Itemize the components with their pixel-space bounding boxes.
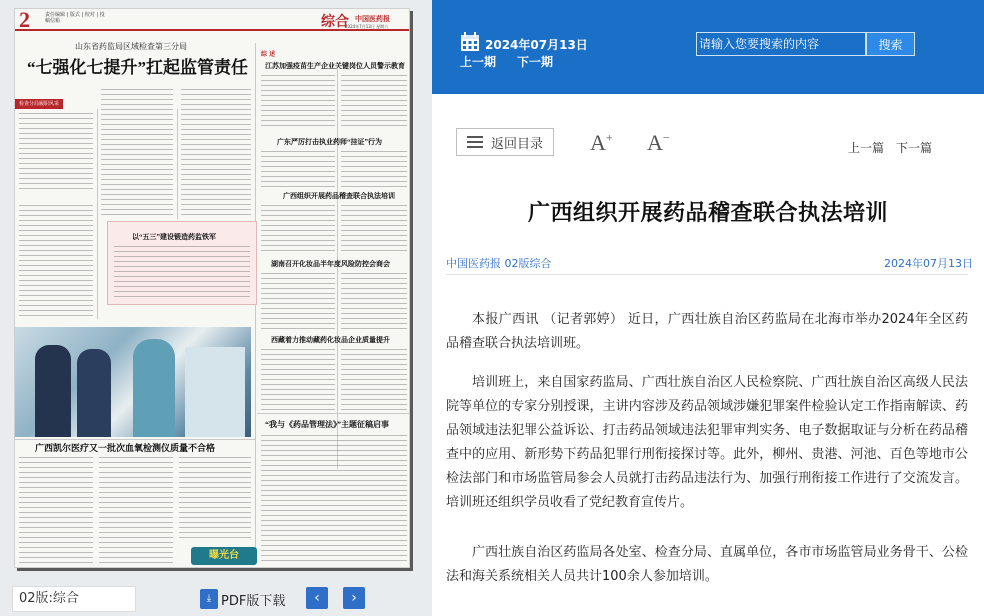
paper-article-link[interactable]: 江苏加强疫苗生产企业关键岗位人员警示教育: [265, 62, 405, 70]
text-column: [261, 205, 335, 253]
divider: [446, 274, 968, 275]
article-title: 广西组织开展药品稽查联合执法培训: [527, 201, 888, 226]
text-column: [179, 457, 251, 541]
newspaper-page-image[interactable]: [14, 8, 410, 568]
paper-article-link[interactable]: 广西组织开展药品稽查联合执法培训: [283, 192, 395, 200]
paper-headline-sub[interactable]: 山东省药监局区域检查第三分局: [75, 42, 187, 51]
font-decrease-button[interactable]: [647, 130, 670, 156]
paper-article-link[interactable]: 西藏着力推动藏药化妆品企业质量提升: [271, 336, 390, 344]
text-column: [261, 273, 335, 329]
paper-red-tag: 检查分局履职风采: [15, 99, 63, 109]
article-paragraph: 培训班上，来自国家药监局、广西壮族自治区人民检察院、广西壮族自治区高级人民法院等单位的专家分别授课，主讲内容涉及药品领域涉嫌犯罪案件检验认定工作指南解读、药品领域违法犯罪公益诉讼、打击药品领域违法犯罪审判实务、电子数据取证与分析在药品稽查中的应用、新形势下药品犯罪行刑衔接探讨等。此外，柳州、贵港、河池、百色等地市公检法部门和市场监管局参会人员就打击药品违法行为、加强行刑衔接工作进行了交流发言。培训班还组织学员收看了党纪教育宣传片。: [446, 375, 968, 510]
font-decrease-letter: A: [647, 130, 663, 155]
prev-page-button[interactable]: ‹: [306, 587, 328, 609]
text-column: [261, 349, 335, 413]
next-issue-link[interactable]: 下一期: [517, 55, 554, 69]
exposure-badge: 曝光台: [191, 547, 257, 565]
column-divider: [97, 109, 98, 319]
text-column: [341, 205, 407, 253]
plus-icon: +: [605, 130, 613, 145]
article-paragraph: 广西壮族自治区药监局各处室、检查分局、直属单位，各市市场监管局业务骨干、公检法和海关系统相关人员共计100余人参加培训。: [446, 545, 968, 584]
menu-icon: [467, 136, 483, 148]
text-column: [341, 75, 407, 129]
paper-article-link[interactable]: 广东严厉打击执业药师“挂证”行为: [277, 138, 382, 146]
pdf-download-button[interactable]: [200, 588, 285, 610]
text-column: [181, 89, 251, 217]
text-column: [341, 273, 407, 329]
paper-page-number: 2: [19, 8, 30, 32]
column-divider: [337, 69, 338, 469]
article-date: 2024年07月13日: [884, 257, 973, 270]
paper-headline-main[interactable]: “七强化七提升”扛起监管责任: [27, 58, 248, 77]
text-column: [261, 151, 335, 187]
minus-icon: −: [662, 130, 670, 145]
paper-article-link[interactable]: 广西凯尔医疗又一批次血氧检测仪质量不合格: [35, 443, 216, 453]
text-column: [114, 246, 250, 300]
paper-meta: 责任编辑 | 版式 | 校对 | 投稿信箱: [45, 12, 105, 24]
paper-section-tag: 综合: [321, 14, 349, 30]
font-increase-button[interactable]: [590, 130, 613, 156]
news-photo: [15, 327, 251, 437]
font-increase-letter: A: [590, 130, 606, 155]
back-to-contents-label: 返回目录: [490, 136, 543, 152]
paper-date: 2024年7月13日 星期六: [345, 24, 389, 29]
paper-masthead: 中国医药报: [355, 15, 390, 23]
text-column: [19, 457, 93, 563]
prev-issue-link[interactable]: 上一期: [460, 55, 497, 69]
next-page-button[interactable]: ›: [343, 587, 365, 609]
search-button[interactable]: 搜索: [866, 32, 915, 56]
text-column: [261, 75, 335, 129]
text-column: [261, 435, 407, 563]
paper-article-link[interactable]: 湖南召开化妆品半年度风险防控会商会: [271, 260, 390, 268]
search-input[interactable]: [696, 32, 866, 56]
article-source: 中国医药报 02版综合: [446, 257, 552, 270]
text-column: [341, 151, 407, 187]
text-column: [19, 113, 93, 191]
pdf-icon: ⤓: [200, 589, 218, 609]
boxed-article[interactable]: [107, 221, 257, 305]
text-column: [101, 89, 173, 217]
newspaper-panel: [0, 0, 432, 616]
text-column: [19, 205, 93, 317]
calendar-icon[interactable]: [460, 32, 480, 52]
row-divider: [15, 439, 255, 440]
back-to-contents-button[interactable]: [456, 128, 554, 156]
column-divider: [177, 109, 178, 219]
pdf-download-label: PDF版下载: [221, 593, 286, 609]
paper-article-link[interactable]: “我与《药品管理法》”主题征稿启事: [265, 420, 389, 429]
article-paragraph: 本报广西讯 （记者郭婷） 近日，广西壮族自治区药监局在北海市举办2024年全区药品稽查联合执法培训班。: [446, 312, 968, 351]
issue-date[interactable]: 2024年07月13日: [485, 38, 588, 52]
paper-article-link[interactable]: 以“五三”建设锻造药监铁军: [132, 233, 216, 241]
prev-article-link[interactable]: 上一篇: [848, 141, 885, 155]
text-column: [99, 457, 173, 563]
row-divider: [257, 413, 410, 414]
paper-section-label: 综 述: [261, 51, 276, 58]
next-article-link[interactable]: 下一篇: [896, 141, 933, 155]
text-column: [341, 349, 407, 413]
edition-select[interactable]: 02版:综合: [12, 586, 136, 612]
